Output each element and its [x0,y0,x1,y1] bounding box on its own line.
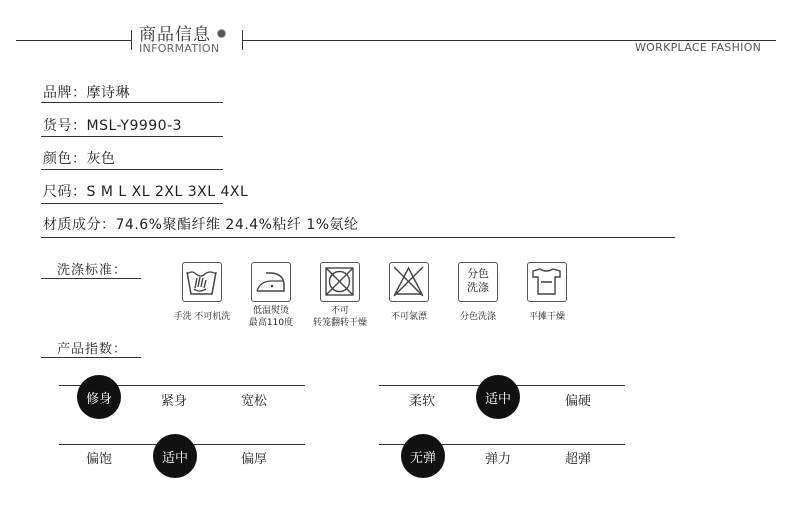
wash-separately-text: 分色 洗涤 [467,267,489,294]
header-left-tick [131,30,132,50]
section-title: 商品信息 [139,25,211,45]
low-temp-iron-icon [251,262,291,302]
title-dot-icon [217,29,226,38]
index-selected-marker: 无弹 [401,434,445,478]
care-label-hand-wash: 手洗 不可机洗 [173,312,231,322]
spec-divider [41,136,223,137]
hand-wash-icon [182,262,222,302]
index-label-underline [41,357,141,358]
spec-material: 材质成分：74.6%聚酯纤维 24.4%粘纤 1%氨纶 [43,217,359,233]
index-selected-marker: 适中 [476,375,520,419]
index-option: 偏硬 [564,394,591,409]
no-bleach-icon [389,262,429,302]
spec-divider [41,169,223,170]
care-label-no-tumble: 不可 转笼翻转干燥 [312,306,367,328]
index-label: 产品指数： [57,342,128,357]
index-option: 弹力 [484,452,511,467]
index-option: 宽松 [240,394,267,409]
index-selected-marker: 适中 [153,434,197,478]
header-left-line [16,40,132,41]
section-subtitle: INFORMATION [139,42,220,55]
index-option: 偏饱 [85,452,112,467]
spec-sizes: 尺码：S M L XL 2XL 3XL 4XL [43,184,249,200]
spec-divider [41,203,223,204]
brand-slogan: WORKPLACE FASHION [635,41,762,54]
spec-divider [41,102,223,103]
flat-dry-icon [527,262,567,302]
care-label-underline [41,278,141,279]
wash-separately-icon [458,262,498,302]
spec-divider-long [41,237,675,238]
care-label-separate: 分色洗涤 [459,312,496,322]
care-label-iron: 低温熨烫 最高110度 [248,306,294,328]
index-option: 紧身 [160,394,187,409]
index-option: 柔软 [408,394,435,409]
spec-item-number: 货号：MSL-Y9990-3 [43,118,183,134]
no-tumble-dry-icon [320,262,360,302]
care-label-flat-dry: 平摊干燥 [528,312,565,322]
index-selected-marker: 修身 [77,375,121,419]
index-option: 超弹 [564,452,591,467]
index-option: 偏厚 [240,452,267,467]
spec-color: 颜色：灰色 [43,151,116,167]
care-label: 洗涤标准： [57,263,128,278]
care-label-no-bleach: 不可氯漂 [390,312,427,322]
spec-brand: 品牌：摩诗琳 [43,85,130,101]
